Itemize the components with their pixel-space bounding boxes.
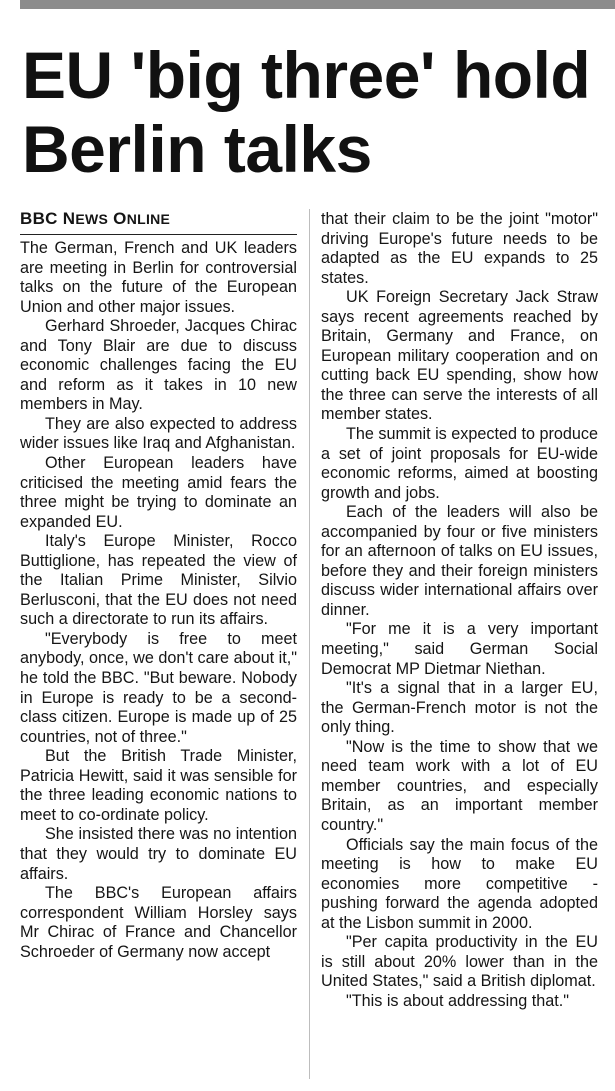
article-paragraph: The German, French and UK leaders are meeting in Berlin for controversial talks on the future of the European Union and other major issues. (20, 239, 297, 316)
article-paragraph: "For me it is a very important meeting," said German Social Democrat MP Dietmar Niethan. (321, 620, 598, 678)
article-paragraph: Italy's Europe Minister, Rocco Buttiglione, has repeated the view of the Italian Prime Minister, Silvio Berlusconi, that the EU does not need such a directorate to run its affairs. (20, 532, 297, 629)
article-column-left (20, 209, 297, 962)
article-paragraph: "Now is the time to show that we need team work with a lot of EU member countries, and especially Britain, as an important member country." (321, 737, 598, 834)
article-paragraph: that their claim to be the joint "motor" driving Europe's future needs to be adapted as the EU expands to 25 states. (321, 210, 598, 287)
article-paragraph: "Per capita productivity in the EU is still about 20% lower than in the United States," said a British diplomat. (321, 933, 598, 991)
headline: EU 'big three' hold Berlin talks (22, 38, 591, 186)
article-paragraph: Gerhard Shroeder, Jacques Chirac and Tony Blair are due to discuss economic challenges facing the EU and reform as it takes in 10 new members in May. (20, 317, 297, 414)
article-paragraph: Each of the leaders will also be accompanied by four or five ministers for an afternoon of talks on EU issues, before they and their foreign ministers discuss wider international affairs over dinner. (321, 503, 598, 619)
article-paragraph: Officials say the main focus of the meeting is how to make EU economies more competitive - pushing forward the agenda adopted at the Lisbon summit in 2000. (321, 835, 598, 932)
byline-part: EWS (75, 211, 109, 227)
article-column-right (321, 210, 598, 1011)
article-paragraph: "This is about addressing that." (346, 991, 569, 1010)
article-paragraph: The summit is expected to produce a set of joint proposals for EU-wide economic reforms, aimed at boosting growth and jobs. (321, 425, 598, 502)
article-paragraph: The BBC's European affairs correspondent William Horsley says Mr Chirac of France and Chancellor Schroeder of Germany now accept (20, 884, 297, 961)
article-paragraph: "Everybody is free to meet anybody, once, we don't care about it," he told the BBC. "But beware. Nobody in Europe is ready to be a second-class citizen. Europe is made up of 25 countries, not of three." (20, 629, 297, 746)
top-rule (20, 0, 615, 9)
column-divider (309, 209, 310, 1079)
article-paragraph: Other European leaders have criticised the meeting amid fears the three might be trying to dominate an expanded EU. (20, 454, 297, 531)
byline-part: O (108, 209, 127, 228)
article-paragraph: But the British Trade Minister, Patricia Hewitt, said it was sensible for the three leading economic nations to meet to co-ordinate policy. (20, 747, 297, 824)
article-paragraph: "It's a signal that in a larger EU, the German-French motor is not the only thing. (321, 679, 598, 737)
byline-part: BBC N (20, 209, 76, 228)
byline (20, 209, 297, 235)
byline-part: NLINE (126, 211, 171, 227)
article-paragraph: UK Foreign Secretary Jack Straw says recent agreements reached by Britain, Germany and France, on European military cooperation and on cutting back EU spending, show how the three can serve the interests of all member states. (321, 288, 598, 424)
article-paragraph: She insisted there was no intention that they would try to dominate EU affairs. (20, 825, 297, 883)
article-paragraph: They are also expected to address wider issues like Iraq and Afghanistan. (20, 414, 297, 453)
